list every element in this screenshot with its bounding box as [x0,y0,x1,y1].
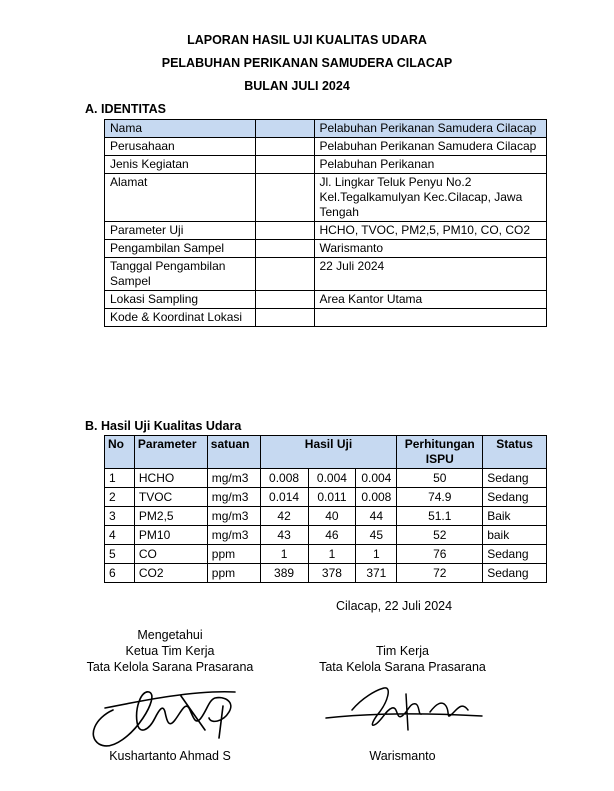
identitas-label: Perusahaan [105,138,256,156]
right-signature-heading: Tim Kerja Tata Kelola Sarana Prasarana [319,644,486,674]
report-title-line2: PELABUHAN PERIKANAN SAMUDERA CILACAP [161,56,453,70]
identitas-value: Area Kantor Utama [314,291,547,309]
col-status: Status [483,436,547,469]
identitas-row [105,222,547,240]
identitas-row [105,174,547,222]
table-row: 5 CO ppm 1 1 1 76 Sedang [105,545,547,564]
identitas-label: Alamat [105,174,256,222]
identitas-label: Tanggal Pengambilan Sampel [105,258,256,291]
col-no: No [105,436,135,469]
col-ispu: Perhitungan ISPU [397,436,483,469]
right-handwritten-signature [322,680,492,735]
table-row: 1 HCHO mg/m3 0.008 0.004 0.004 50 Sedang [105,469,547,488]
section-identitas-heading: A. IDENTITAS [85,102,167,116]
identitas-table [104,119,547,327]
section-hasil-heading: B. Hasil Uji Kualitas Udara [85,419,242,433]
report-title-line1: LAPORAN HASIL UJI KUALITAS UDARA [187,33,427,47]
identitas-row [105,138,547,156]
identitas-label: Kode & Koordinat Lokasi [105,309,256,327]
place-date: Cilacap, 22 Juli 2024 [336,599,453,613]
identitas-value: Pelabuhan Perikanan Samudera Cilacap [314,138,547,156]
left-handwritten-signature [85,678,245,753]
col-parameter: Parameter [134,436,207,469]
identitas-label: Lokasi Sampling [105,291,256,309]
identitas-row [105,120,547,138]
identitas-row [105,258,547,291]
table-row: 2 TVOC mg/m3 0.014 0.011 0.008 74.9 Sedang [105,488,547,507]
identitas-row [105,240,547,258]
identitas-value: Pelabuhan Perikanan Samudera Cilacap [314,120,547,138]
left-signatory-name: Kushartanto Ahmad S [109,749,231,763]
right-signatory-name: Warismanto [369,749,436,763]
identitas-label: Nama [105,120,256,138]
identitas-value [314,309,547,327]
identitas-value: Pelabuhan Perikanan [314,156,547,174]
col-hasil-uji: Hasil Uji [260,436,397,469]
col-satuan: satuan [207,436,260,469]
identitas-label: Parameter Uji [105,222,256,240]
identitas-label: Pengambilan Sampel [105,240,256,258]
table-row: 6 CO2 ppm 389 378 371 72 Sedang [105,564,547,583]
table-row: 4 PM10 mg/m3 43 46 45 52 baik [105,526,547,545]
identitas-row [105,291,547,309]
identitas-value: 22 Juli 2024 [314,258,547,291]
report-title-line3: BULAN JULI 2024 [244,79,350,93]
identitas-row [105,156,547,174]
identitas-value: Warismanto [314,240,547,258]
hasil-header-row [105,436,547,469]
identitas-label: Jenis Kegiatan [105,156,256,174]
hasil-table [104,435,547,583]
identitas-row [105,309,547,327]
left-signature-heading: Mengetahui Ketua Tim Kerja Tata Kelola Sarana Prasarana [86,628,254,674]
identitas-value: HCHO, TVOC, PM2,5, PM10, CO, CO2 [314,222,547,240]
table-row: 3 PM2,5 mg/m3 42 40 44 51.1 Baik [105,507,547,526]
identitas-value: Jl. Lingkar Teluk Penyu No.2 Kel.Tegalkamulyan Kec.Cilacap, Jawa Tengah [314,174,547,222]
